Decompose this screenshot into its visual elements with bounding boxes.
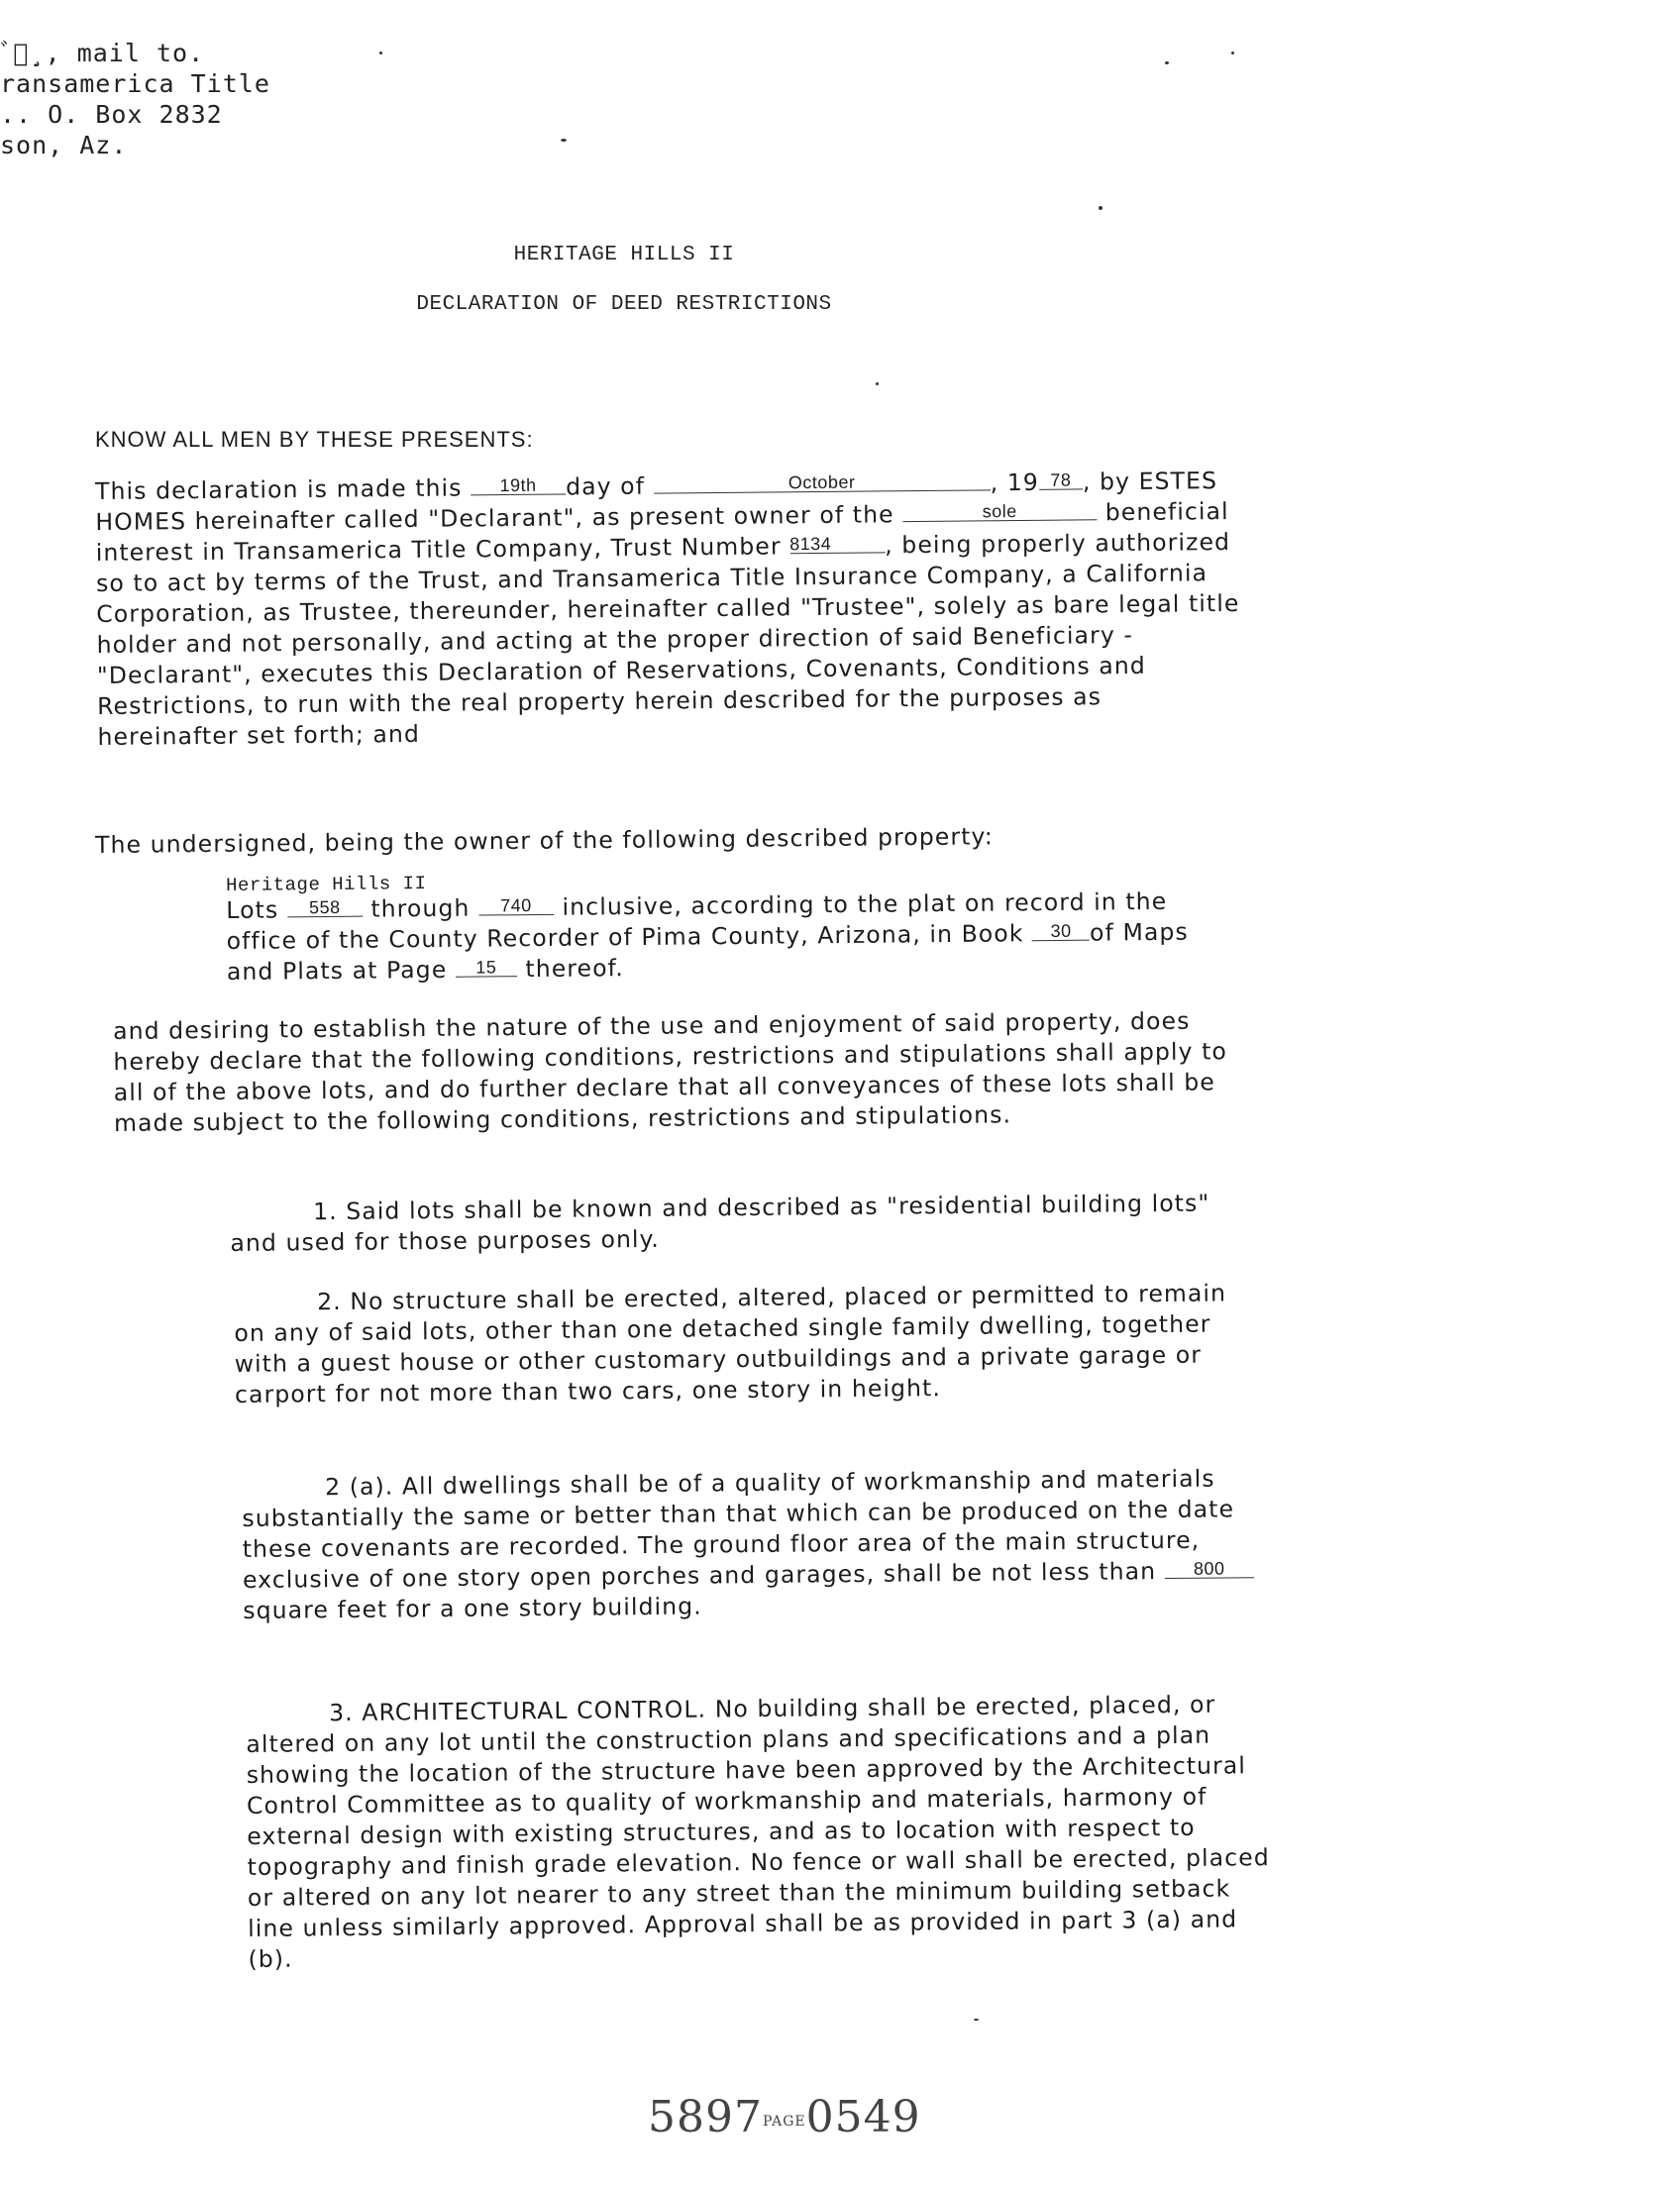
scan-speck xyxy=(1165,61,1169,64)
stamp-line-1: ﾞ・̣¸, mail to. xyxy=(0,39,205,67)
scan-speck xyxy=(1099,206,1102,210)
subdivision-name: Heritage Hills II xyxy=(225,873,427,896)
restriction-1-text: 1. Said lots shall be known and described as "residential building lots" and used for those purposes only. xyxy=(230,1189,1210,1257)
restriction-2-text: 2. No structure shall be erected, altered, placed or permitted to remain on any of said lots, other than one detached single family dwelling, together with a guest house or other customary outbuildings and a private garage or carport for not more than two cars, one story in height. xyxy=(234,1279,1227,1408)
declaration-text: day of xyxy=(566,471,646,501)
purpose-text: and desiring to establish the nature of the use and enjoyment of said property, does hereby declare that the following conditions, restrictions and stipulations shall apply to all of the above lots, and do further declare that all conveyances of these lots shall be made subject to the following conditions, restrictions and stipulations. xyxy=(113,1006,1228,1137)
day-field: 19th xyxy=(471,475,566,495)
declaration-text: the Trust, and Transamerica Title Insurance Company, a California Corporation, as Trustee, thereunder, hereinafter called "Trustee", solely as bare legal title holder and not personally, and acting at the proper direction of said Beneficiary - "Declarant", executes this Declaration of Reservations, Covenants, Conditions and Restrictions, to run with the real property herein described for the purposes as hereinafter set forth; and xyxy=(96,559,1240,751)
scan-speck xyxy=(876,382,879,385)
restriction-2a-text: 2 (a). All dwellings shall be of a quality of workmanship and materials substantially the same or better than that which can be produced on the date these covenants are recorded. The ground floor area of the main structure, exclusive of one story open porches and garages, shall be not less than xyxy=(242,1464,1235,1594)
stamp-line-3: .. O. Box 2832 xyxy=(0,100,223,129)
scan-speck xyxy=(379,52,382,54)
restriction-2a-text: square feet for a one story building. xyxy=(243,1592,702,1624)
year-field: 78 xyxy=(1039,470,1083,489)
document-title: HERITAGE HILLS II xyxy=(513,244,735,266)
trust-number-field: 8134 xyxy=(789,534,885,554)
book-field: 30 xyxy=(1032,922,1090,942)
scan-speck xyxy=(561,139,567,142)
scan-speck xyxy=(1231,52,1234,54)
property-text: of Maps and Plats at Page xyxy=(226,917,1189,986)
square-feet-field: 800 xyxy=(1165,1559,1254,1579)
restriction-3 xyxy=(246,1689,1279,1975)
opening-line: KNOW ALL MEN BY THESE PRESENTS: xyxy=(95,427,534,452)
declaration-text: beneficial interest in Transamerica Title Company, xyxy=(95,497,1229,567)
property-description xyxy=(226,866,1237,988)
scan-speck xyxy=(974,2019,979,2021)
property-text: Lots xyxy=(226,895,279,924)
property-intro: The undersigned, being the owner of the following described property: xyxy=(95,822,994,859)
lot-from-field: 558 xyxy=(287,898,363,918)
declaration-text: , being properly authorized so to act by terms of xyxy=(95,528,1231,597)
declaration-text: This declaration is made this xyxy=(95,473,463,505)
page-number: 0549 xyxy=(805,2092,921,2142)
restriction-1 xyxy=(230,1188,1261,1259)
declaration-text: by ESTES HOMES hereinafter called "Declarant", as present owner of the xyxy=(95,467,1218,536)
document-subtitle: DECLARATION OF DEED RESTRICTIONS xyxy=(416,293,832,316)
recording-stamp xyxy=(0,38,270,160)
property-text: thereof. xyxy=(525,954,624,984)
book-number: 5897 xyxy=(648,2092,763,2142)
declaration-text: , 19 xyxy=(990,468,1040,497)
declaration-text: Trust Number xyxy=(610,532,782,563)
declaration-purpose xyxy=(113,1005,1263,1139)
stamp-line-4: son, Az. xyxy=(0,131,128,159)
recording-reference xyxy=(648,2092,921,2142)
restriction-3-text: 3. ARCHITECTURAL CONTROL. No building shall be erected, placed, or altered on any lot until the construction plans and specifications and a plan showing the location of the structure have been approved by the Architectural Control Committee as to quality of workmanship and materials, harmony of external design with existing structures, and as to location with respect to topography and finish grade elevation. No fence or wall shall be erected, placed or altered on any lot nearer to any street than the minimum building setback line unless similarly approved. Approval shall be as provided in part 3 (a) and (b). xyxy=(246,1690,1270,1973)
page-label: PAGE xyxy=(762,2114,806,2130)
property-text: through xyxy=(370,893,471,923)
month-field: October xyxy=(654,471,991,493)
page-field: 15 xyxy=(456,958,517,978)
declaration-paragraph xyxy=(95,466,1247,753)
property-text: inclusive, according to the plat on record in the office of the County Recorder of Pima County, Arizona, in Book xyxy=(226,886,1168,955)
interest-type-field: sole xyxy=(902,501,1097,522)
stamp-line-2: ransamerica Title xyxy=(0,69,270,98)
restriction-2a xyxy=(242,1463,1273,1626)
restriction-2 xyxy=(234,1278,1265,1410)
declaration-text: , xyxy=(1082,468,1092,496)
lot-to-field: 740 xyxy=(478,896,554,916)
